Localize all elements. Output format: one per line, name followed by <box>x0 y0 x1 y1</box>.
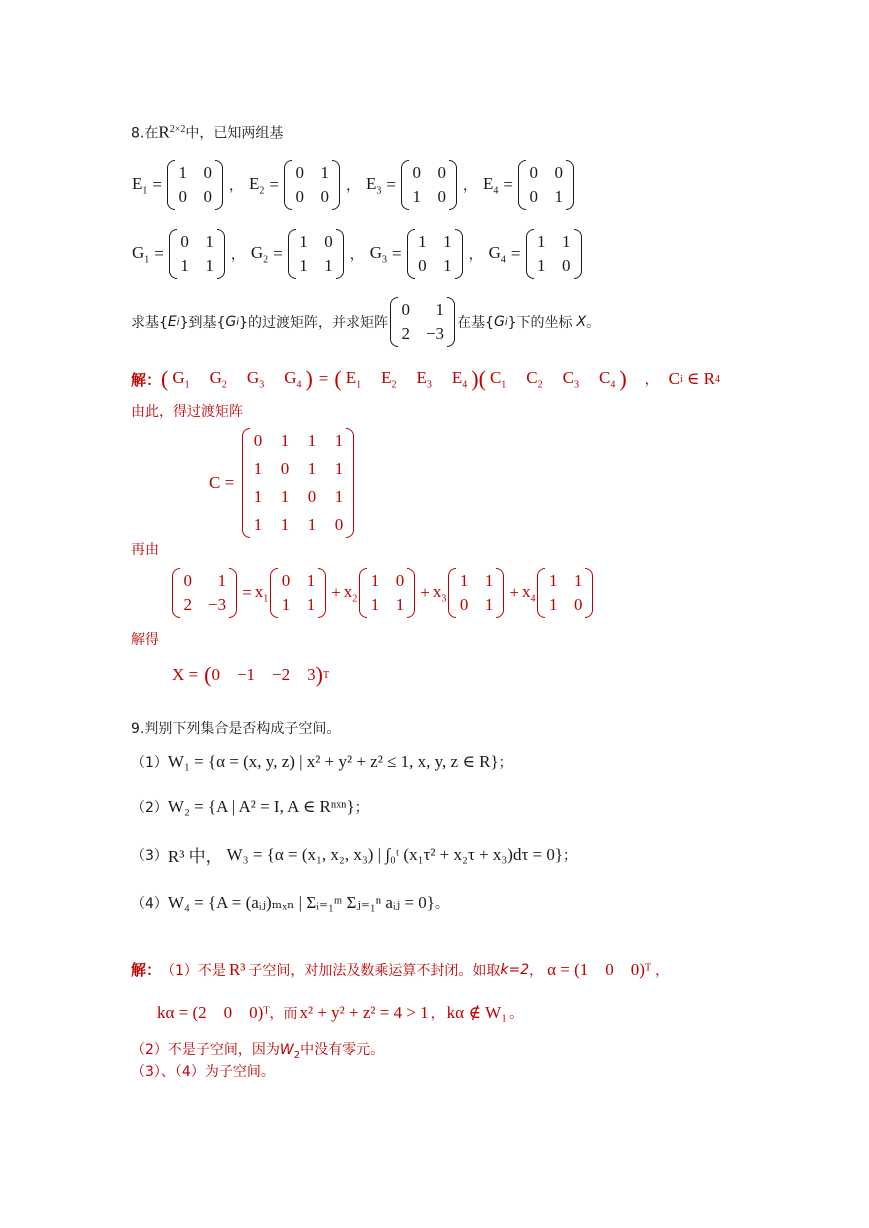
matrix-cell: 2 <box>401 324 410 343</box>
sol1-line2-a: kα = (2 0 0)ᵀ <box>157 1003 270 1022</box>
item-end: ； <box>498 755 513 771</box>
basis-matrix-cells <box>526 160 566 210</box>
sol1-a: （1）不是 <box>161 962 226 979</box>
equals-sign: = <box>386 175 396 194</box>
matrix-cell: 1 <box>306 571 316 590</box>
matrix-cell: 1 <box>280 487 290 506</box>
vector-entry <box>417 368 432 390</box>
x-values: 0 −1 −2 3 <box>211 665 316 684</box>
item-expression: W₃ = {α = (x₁, x₂, x₃) | ∫₀ᵗ (x₁τ² + x₂τ + x₃)dτ = 0} <box>226 844 564 864</box>
entry-name: C <box>489 367 502 387</box>
matrix-cell: 1 <box>537 232 546 251</box>
question-part-e: }下的坐标 <box>507 315 573 331</box>
vector-entry <box>526 368 542 390</box>
basis-label <box>251 243 268 265</box>
target-matrix-cells <box>180 568 229 618</box>
intro-prefix: 8.在 <box>131 125 159 142</box>
separator: ， <box>228 178 243 194</box>
term-matrix-cells <box>367 568 407 618</box>
vector-entry <box>452 368 467 390</box>
matrix-cell: 1 <box>324 256 333 275</box>
matrix-cell: 1 <box>548 595 558 614</box>
term-matrix <box>270 568 326 618</box>
matrix-cell: 1 <box>205 256 214 275</box>
sol1-line2-e: kα ∉ W₁ <box>446 1003 508 1022</box>
question-g-sub: i <box>236 316 240 328</box>
matrix-cell: 0 <box>437 163 446 182</box>
entry-name: C <box>526 367 538 387</box>
entry-name: G <box>284 367 297 387</box>
basis-name: E <box>132 173 143 193</box>
sol1-d: ， <box>655 962 670 979</box>
subset-item <box>131 797 369 817</box>
basis-sub: 3 <box>376 185 382 197</box>
basis-name: G <box>369 242 383 262</box>
basis-name: E <box>482 173 494 193</box>
paren-right <box>407 568 415 618</box>
paren-right <box>215 160 223 210</box>
matrix-cell: 1 <box>443 256 452 275</box>
solution-tail-sub: i <box>679 373 683 385</box>
matrix-cell: 0 <box>529 187 538 206</box>
question-part-c: }的过渡矩阵，并求矩阵 <box>239 315 388 331</box>
transition-matrix-block <box>209 428 356 538</box>
basis-matrix-cells <box>534 229 574 279</box>
matrix-cell: 1 <box>554 187 563 206</box>
basis-label <box>489 243 506 265</box>
entry-name: E <box>416 367 427 387</box>
solution-9-line-4: （3）、（4）为子空间。 <box>131 1064 275 1080</box>
entry-sub: 3 <box>426 379 432 391</box>
paren-right <box>336 229 344 279</box>
problem-8-question <box>131 297 600 347</box>
matrix-cell: 1 <box>484 595 494 614</box>
basis-sub: 1 <box>142 185 148 197</box>
matrix-cell: 1 <box>281 595 291 614</box>
vector-entry <box>563 368 579 390</box>
matrix-cell: −3 <box>425 324 445 343</box>
sol2-w-sub: 2 <box>293 1049 301 1061</box>
separator: ， <box>345 178 360 194</box>
equals-sign: = <box>273 244 283 263</box>
entry-name: E <box>345 367 357 387</box>
separator: ， <box>349 247 364 263</box>
basis-matrix-cells <box>177 229 217 279</box>
sol1-alpha: α = (1 0 0)ᵀ <box>547 959 652 979</box>
solution-label: 解： <box>131 370 162 389</box>
matrix-cell: 0 <box>320 187 329 206</box>
matrix-cell: 1 <box>412 187 421 206</box>
problem-8-intro <box>131 120 283 144</box>
item-end: ； <box>354 800 369 816</box>
basis-sub: 4 <box>500 254 506 266</box>
matrix-cell: 0 <box>562 256 571 275</box>
matrix-cell: −3 <box>208 595 227 614</box>
basis-sub: 2 <box>263 254 269 266</box>
operator: = <box>242 583 252 602</box>
basis-matrix-cells <box>296 229 336 279</box>
matrix-cell: 1 <box>178 163 187 182</box>
basis-matrix <box>526 229 582 279</box>
basis-name: G <box>132 242 145 262</box>
basis-label <box>249 174 264 196</box>
matrix-cell: 0 <box>295 187 304 206</box>
matrix-cell: 1 <box>443 232 452 251</box>
sol1-line2-d: ， <box>430 1006 445 1022</box>
entry-sub: 3 <box>259 379 265 391</box>
vector-entry <box>346 368 361 390</box>
solution-comma: ， <box>644 372 659 388</box>
paren-left <box>359 568 367 618</box>
paren-left <box>169 229 177 279</box>
item-expression: W₂ = {A | A² = I, A ∈ Rⁿˣⁿ} <box>167 797 355 816</box>
paren-left <box>518 160 526 210</box>
sol1-line2-c: x² + y² + z² = 4 > 1 <box>299 1003 429 1022</box>
coef-name: x <box>343 581 353 601</box>
operator: + <box>331 583 341 602</box>
sol1-k: k=2 <box>500 961 530 978</box>
vector-entry <box>381 368 396 390</box>
entry-name: C <box>562 367 574 387</box>
vector-entry <box>247 368 264 390</box>
matrix-cell: 2 <box>183 595 192 614</box>
solution-tail-sup: 4 <box>714 373 720 385</box>
coef-sub: 2 <box>352 593 358 605</box>
question-e: E <box>167 314 177 330</box>
paren-left <box>167 160 175 210</box>
coef-sub: 1 <box>263 593 269 605</box>
basis-g-row <box>132 229 584 279</box>
sol2-a: （2）不是子空间，因为 <box>131 1042 280 1058</box>
matrix-cell: 1 <box>280 515 290 534</box>
question-x: X <box>576 314 587 330</box>
matrix-cell: 0 <box>573 595 583 614</box>
question-part-a: 求基{ <box>131 315 168 331</box>
coefficient <box>433 582 447 604</box>
coef-sub: 4 <box>530 593 536 605</box>
paren-right <box>455 229 463 279</box>
basis-matrix <box>401 160 457 210</box>
matrix-cell: 0 <box>437 187 446 206</box>
matrix-cell: 0 <box>324 232 333 251</box>
matrix-cell: 1 <box>334 459 344 478</box>
solution-9-label: 解： <box>131 961 162 979</box>
coef-name: x <box>521 581 531 601</box>
question-g: G <box>225 314 237 330</box>
entry-sub: 4 <box>296 379 302 391</box>
entry-sub: 1 <box>501 379 507 391</box>
basis-name: G <box>488 242 501 262</box>
sol1-c: ， <box>529 962 544 979</box>
paren-right <box>449 160 457 210</box>
matrix-cell: 0 <box>459 595 469 614</box>
basis-e-row <box>132 160 576 210</box>
matrix-cell: 0 <box>401 300 410 319</box>
matrix-cell: 0 <box>281 571 291 590</box>
separator: ， <box>230 247 245 263</box>
matrix-cell: 1 <box>418 232 427 251</box>
matrix-cell: 1 <box>205 232 214 251</box>
basis-matrix-cells <box>292 160 332 210</box>
entry-name: G <box>209 367 222 387</box>
coefficient <box>255 582 269 604</box>
matrix-cell: 0 <box>334 515 344 534</box>
transition-matrix <box>242 428 354 538</box>
matrix-cell: 1 <box>548 571 558 590</box>
sol1-line2-f: 。 <box>509 1006 524 1022</box>
matrix-cell: 1 <box>573 571 583 590</box>
matrix-cell: 0 <box>253 431 263 450</box>
term-matrix-cells <box>456 568 496 618</box>
basis-sub: 2 <box>259 185 265 197</box>
paren-right <box>332 160 340 210</box>
target-matrix <box>172 568 237 618</box>
solve-text: 解得 <box>131 632 159 648</box>
basis-matrix <box>288 229 344 279</box>
paren-left <box>401 160 409 210</box>
entry-name: G <box>172 367 185 387</box>
entry-sub: 4 <box>610 379 616 391</box>
coefficient <box>344 582 358 604</box>
matrix-cell: 1 <box>253 487 263 506</box>
matrix-cell: 0 <box>295 163 304 182</box>
basis-label <box>132 174 147 196</box>
term-matrix <box>537 568 593 618</box>
basis-matrix <box>169 229 225 279</box>
matrix-cell: 1 <box>334 487 344 506</box>
matrix-cell: 1 <box>307 459 317 478</box>
solution-9-line-2 <box>157 1003 523 1023</box>
solution-8-equation: 解： ( $G_1$ $G_2$ $G_3$ $G_4$ ) = ( $E_1$ $E_2$ $E_3$ $E_4$ ) ( $C_1$ $C_2$ $C_3$ $C_4$ ) ， C i ∈ R 4 <box>131 366 720 391</box>
matrix-cell: 1 <box>307 431 317 450</box>
entry-sub: 2 <box>537 379 543 391</box>
matrix-cell: 1 <box>537 256 546 275</box>
question-part-b: }到基{ <box>179 315 226 331</box>
coefficient <box>522 582 536 604</box>
matrix-cell: 0 <box>183 571 192 590</box>
paren-left <box>288 229 296 279</box>
entry-sub: 2 <box>391 379 397 391</box>
equals-sign: = <box>154 244 164 263</box>
item-end: ； <box>563 847 578 864</box>
operator: + <box>509 583 519 602</box>
question-end: 。 <box>586 315 601 331</box>
problem-9-title: 9.判别下列集合是否构成子空间。 <box>131 721 341 737</box>
entry-sub: 1 <box>356 379 362 391</box>
space-dimension: 2×2 <box>169 124 186 135</box>
entry-sub: 2 <box>221 379 227 391</box>
coef-sub: 3 <box>441 593 447 605</box>
matrix-cell: 1 <box>280 431 290 450</box>
matrix-cell: 1 <box>435 300 445 319</box>
matrix-cell: 1 <box>562 232 571 251</box>
subset-item <box>131 893 449 913</box>
item-number: （3） <box>131 847 168 864</box>
matrix-cell: 0 <box>529 163 538 182</box>
question-part-d: 在基{ <box>457 315 494 331</box>
matrix-cell: 0 <box>203 163 212 182</box>
paren-left <box>284 160 292 210</box>
matrix-cell: 1 <box>459 571 469 590</box>
x-transpose: T <box>322 669 330 681</box>
matrix-cell: 0 <box>203 187 212 206</box>
matrix-cell: 1 <box>217 571 227 590</box>
basis-label <box>366 174 381 196</box>
transition-text: 由此，得过渡矩阵 <box>131 404 243 420</box>
question-e-sub: i <box>176 316 180 328</box>
question-matrix <box>390 297 455 347</box>
solution-tail-c: C <box>668 369 680 388</box>
term-matrix <box>448 568 504 618</box>
question-g2: G <box>493 314 505 330</box>
coordinate-result: X = ( 0 −1 −2 3 ) T <box>172 662 330 687</box>
basis-sub: 1 <box>144 254 150 266</box>
sol2-w: W <box>279 1042 294 1058</box>
entry-name: G <box>246 367 260 387</box>
vector-entry <box>490 368 506 390</box>
paren-right <box>496 568 504 618</box>
paren-left <box>172 568 180 618</box>
basis-matrix <box>167 160 223 210</box>
paren-right <box>566 160 574 210</box>
subset-item <box>131 752 513 772</box>
entry-sub: 4 <box>462 379 468 391</box>
sol1-r: R³ <box>228 959 246 979</box>
equals-sign: = <box>392 244 402 263</box>
matrix-cell: 1 <box>306 595 316 614</box>
matrix-cell: 1 <box>253 459 263 478</box>
entry-sub: 3 <box>573 379 579 391</box>
paren-left <box>270 568 278 618</box>
matrix-cell: 0 <box>180 232 189 251</box>
term-matrix-cells <box>545 568 585 618</box>
item-number: （4） <box>131 896 168 912</box>
entry-name: C <box>598 367 611 387</box>
coef-name: x <box>254 581 264 601</box>
matrix-cell: 1 <box>299 232 308 251</box>
matrix-cell: 1 <box>370 595 380 614</box>
term-matrix-cells <box>278 568 318 618</box>
paren-left <box>537 568 545 618</box>
separator: ， <box>462 178 477 194</box>
solution-tail-in: ∈ R <box>686 369 715 388</box>
matrix-cell: 1 <box>307 515 317 534</box>
basis-matrix-cells <box>415 229 455 279</box>
paren-left <box>448 568 456 618</box>
sol2-b: 中没有零元。 <box>300 1042 385 1058</box>
matrix-cell: 0 <box>395 571 405 590</box>
matrix-cell: 1 <box>484 571 494 590</box>
matrix-cell: 0 <box>554 163 563 182</box>
vector-entry <box>172 368 189 390</box>
basis-name: E <box>248 173 260 193</box>
basis-sub: 3 <box>382 254 388 266</box>
subset-item <box>131 842 577 867</box>
paren-right <box>318 568 326 618</box>
sol1-line2-b: ，而 <box>269 1006 298 1022</box>
c-label: C = <box>209 473 235 492</box>
separator: ， <box>468 247 483 263</box>
basis-label <box>132 243 149 265</box>
basis-name: G <box>250 242 264 262</box>
basis-label <box>483 174 498 196</box>
sol1-b: 子空间，对加法及数乘运算不封闭。如取 <box>248 962 501 979</box>
solution-9-line-1 <box>131 959 669 980</box>
space-symbol: R <box>158 122 170 142</box>
matrix-cell: 1 <box>334 431 344 450</box>
item-number: （2） <box>131 800 168 816</box>
matrix-cell: 1 <box>320 163 329 182</box>
matrix-cell: 1 <box>253 515 263 534</box>
item-number: （1） <box>131 755 168 771</box>
vector-entry <box>599 368 615 390</box>
item-prefix: R³ 中， <box>167 847 223 866</box>
coef-name: x <box>432 581 442 601</box>
paren-right <box>585 568 593 618</box>
equals-sign: = <box>269 175 279 194</box>
matrix-cell: 0 <box>307 487 317 506</box>
paren-right <box>217 229 225 279</box>
matrix-cell: 1 <box>370 571 380 590</box>
basis-matrix-cells <box>175 160 215 210</box>
equals-sign: = <box>510 244 521 263</box>
question-g2-sub: i <box>504 316 508 328</box>
basis-matrix <box>284 160 340 210</box>
basis-matrix <box>518 160 574 210</box>
vector-entry <box>210 368 227 390</box>
again-text: 再由 <box>131 542 159 558</box>
basis-label <box>370 243 387 265</box>
basis-matrix <box>407 229 463 279</box>
x-label: X = <box>172 665 199 684</box>
paren-left <box>407 229 415 279</box>
term-matrix <box>359 568 415 618</box>
matrix-cell: 0 <box>178 187 187 206</box>
equals-sign: = <box>503 175 513 194</box>
item-end: 。 <box>434 896 449 912</box>
equals-sign: = <box>152 175 162 194</box>
entry-name: E <box>381 367 392 387</box>
item-expression: W₄ = {A = (aᵢⱼ)ₘₓₙ | Σᵢ₌₁ᵐ Σⱼ₌₁ⁿ aᵢⱼ = 0} <box>167 893 435 912</box>
matrix-cell: 1 <box>180 256 189 275</box>
basis-matrix-cells <box>409 160 449 210</box>
entry-name: E <box>451 367 463 387</box>
basis-name: E <box>365 173 377 193</box>
paren-right <box>229 568 237 618</box>
entry-sub: 1 <box>184 379 190 391</box>
matrix-cell: 1 <box>299 256 308 275</box>
matrix-cell: 1 <box>395 595 405 614</box>
matrix-cell: 0 <box>412 163 421 182</box>
matrix-cell: 0 <box>280 459 290 478</box>
linear-combination <box>170 568 595 618</box>
intro-suffix: 中，已知两组基 <box>185 125 284 142</box>
vector-entry <box>284 368 301 390</box>
paren-right <box>574 229 582 279</box>
matrix-cell: 0 <box>418 256 427 275</box>
item-expression: W₁ = {α = (x, y, z) | x² + y² + z² ≤ 1, x, y, z ∈ R} <box>167 752 499 771</box>
paren-left <box>526 229 534 279</box>
operator: + <box>420 583 430 602</box>
basis-sub: 4 <box>493 185 499 197</box>
